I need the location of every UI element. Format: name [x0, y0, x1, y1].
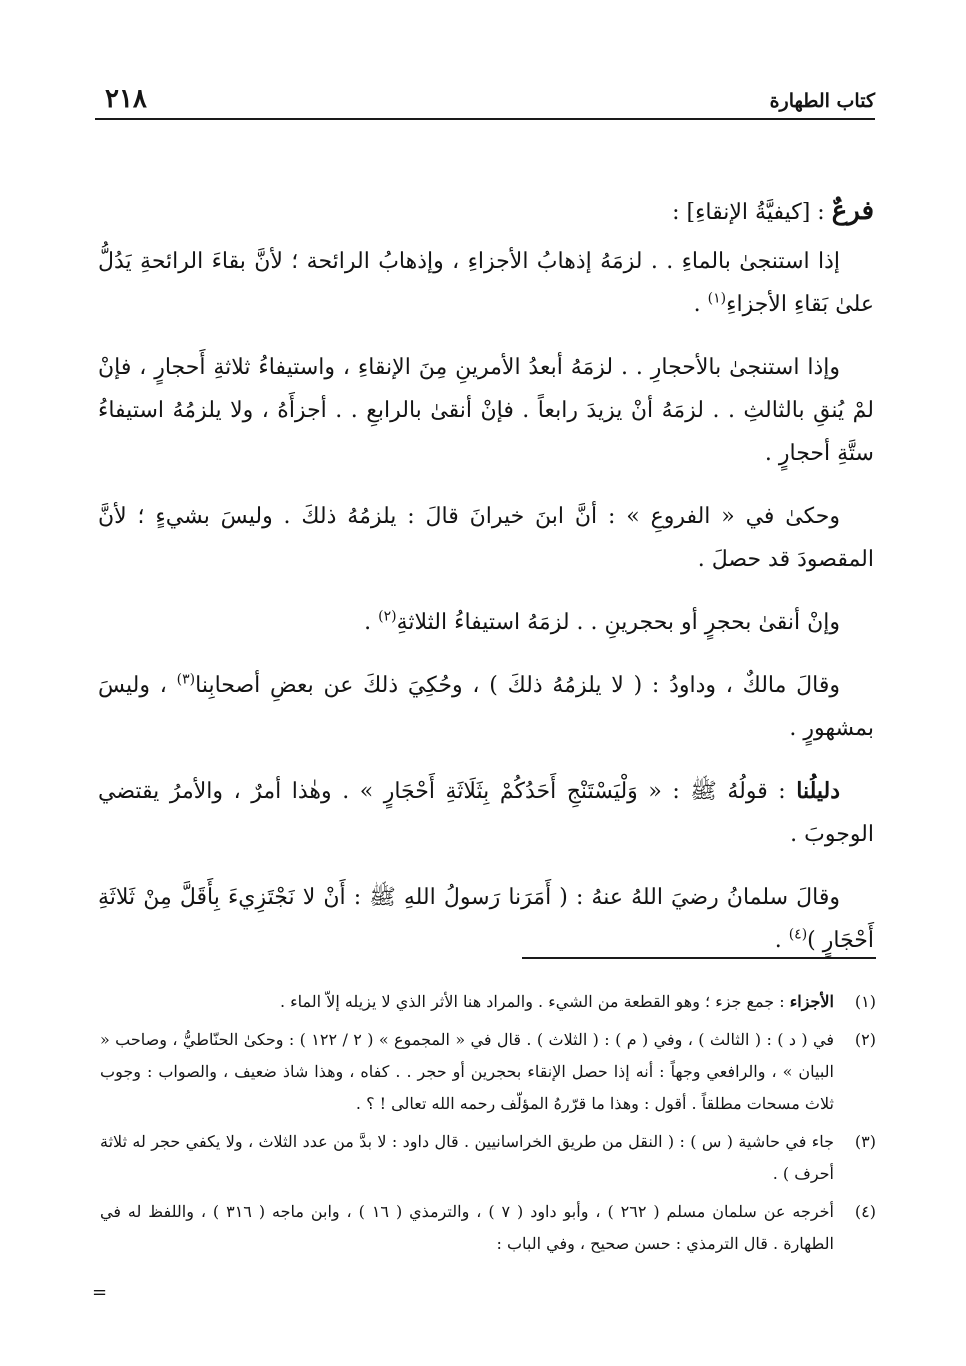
page-number: ٢١٨	[105, 84, 147, 114]
footnote-ref-3[interactable]: (٣)	[176, 671, 196, 688]
paragraph-7-text: وقالَ سلمانُ رضيَ اللهُ عنهُ : ( أَمَرَنا رَسولُ اللهِ ﷺ : أَنْ لا نَجْتَزِيءَ بِأَقَلَّ مِنْ ثَلاثَةِ أَحْجَارٍ )	[98, 885, 874, 953]
paragraph-4-text: وإنْ أنقىٰ بحجرٍ أو بحجرينِ . . لزمَهُ استيفاءُ الثلاثةِ	[396, 610, 840, 635]
footnote-number: (٤)	[854, 1202, 876, 1221]
paragraph-7-end: .	[774, 928, 789, 953]
footnote-number: (٣)	[854, 1132, 876, 1151]
paragraph-5	[98, 664, 874, 750]
paragraph-1-text: إذا استنجىٰ بالماءِ . . لزمَهُ إذهابُ الأجزاءِ ، وإذهابُ الرائحة ؛ لأنَّ بقاءَ الرائحةِ يَدُلُّ علىٰ بَقاءِ الأجزاءِ	[98, 249, 874, 317]
paragraph-6	[98, 770, 874, 856]
footnote-number: (٢)	[854, 1030, 876, 1049]
book-title: كتاب الطهارة	[769, 90, 875, 112]
paragraph-4-end: .	[364, 610, 379, 635]
page-header	[95, 84, 875, 120]
paragraph-3: وحكىٰ في « الفروعِ » : أنَّ ابنَ خيرانَ قالَ : يلزمُهُ ذلكَ . وليسَ بشيءٍ ؛ لأنَّ المقصودَ قد حصلَ .	[98, 504, 874, 572]
continuation-mark: =	[92, 1282, 108, 1303]
paragraph-2: وإذا استنجىٰ بالأحجارِ . . لزمَهُ أبعدُ الأمرينِ مِنَ الإنقاءِ ، واستيفاءُ ثلاثةِ أَحجارٍ ، فإنْ لمْ يُنقِ بالثالثِ . . لزمَهُ أنْ يزيدَ رابعاً . فإنْ أنقىٰ بالرابعِ . . أجزأَهُ ، ولا يلزمُهُ استيفاءُ ستَّةِ أحجارٍ .	[98, 355, 874, 466]
main-text	[98, 190, 874, 982]
paragraph-4	[98, 601, 874, 644]
paragraph-1-end: .	[693, 292, 708, 317]
footnote-2	[100, 1024, 876, 1120]
paragraph-1	[98, 240, 874, 326]
footnotes	[100, 986, 876, 1266]
footnote-ref-2[interactable]: (٢)	[378, 608, 397, 625]
footnote-text: : جمع جزء ؛ وهو القطعة من الشيء . والمراد هنا الأثر الذي لا يزيله إلاّ الماء .	[279, 992, 790, 1011]
footnote-4	[100, 1196, 876, 1260]
footnote-1	[100, 986, 876, 1018]
footnote-3	[100, 1126, 876, 1190]
footnote-separator	[522, 957, 876, 959]
footnote-label: الأجزاء	[789, 992, 834, 1011]
footnote-ref-1[interactable]: (١)	[707, 290, 727, 307]
branch-label: فرعٌ	[831, 196, 874, 226]
branch-title: : [كيفيَّةُ الإنقاءِ] :	[672, 200, 832, 225]
paragraph-5-end: ، وليسَ بمشهورٍ .	[98, 673, 874, 741]
footnote-ref-4[interactable]: (٤)	[788, 926, 808, 943]
footnote-text: جاء في حاشية ( س ) : ( النقل من طريق الخراسانيين . قال داود : لا بدَّ من عدد الثلاث ، ولا يكفي حجر له ثلاثة أحرف ) .	[100, 1132, 834, 1183]
footnote-text: في ( د ) : ( الثالث ) ، وفي ( م ) : ( الثلاث ) . قال في « المجموع » ( ٢ / ١٢٢ ) : وحكىٰ الحنّاطيُّ ، وصاحب « البيان » ، والرافعي وجهاً : أنه إذا حصل الإنقاء بحجرين أو حجر . . كفاه ، وهذا شاذ ضعيف ، والصواب : وجوب ثلاث مسحات مطلقاً . أقول : وهذا ما قرّرهُ المؤلّف رحمه الله تعالى ! ؟ .	[100, 1030, 835, 1113]
paragraph-5-text: وقالَ مالكٌ ، وداودُ : ( لا يلزمُهُ ذلكَ ) ، وحُكِيَ ذلكَ عن بعضِ أصحابِنا	[195, 673, 840, 698]
paragraph-7	[98, 876, 874, 962]
paragraph-6-text: : قولُهُ ﷺ : « وَلْيَسْتَنْجِ أَحَدُكُمْ بِثَلَاثَةِ أَحْجَارٍ » . وهٰذا أمرٌ ، والأمرُ يقتضي الوجوبَ .	[98, 779, 874, 847]
evidence-label: دليلُنا	[796, 778, 840, 804]
footnote-number: (١)	[854, 992, 876, 1011]
section-heading	[98, 190, 874, 234]
footnote-text: أخرجه عن سلمان مسلم ( ٢٦٢ ) ، وأبو داود ( ٧ ) ، والترمذي ( ١٦ ) ، وابن ماجه ( ٣١٦ ) ، واللفظ له في الطهارة . قال الترمذي : حسن صحيح ، وفي الباب :	[100, 1202, 835, 1253]
